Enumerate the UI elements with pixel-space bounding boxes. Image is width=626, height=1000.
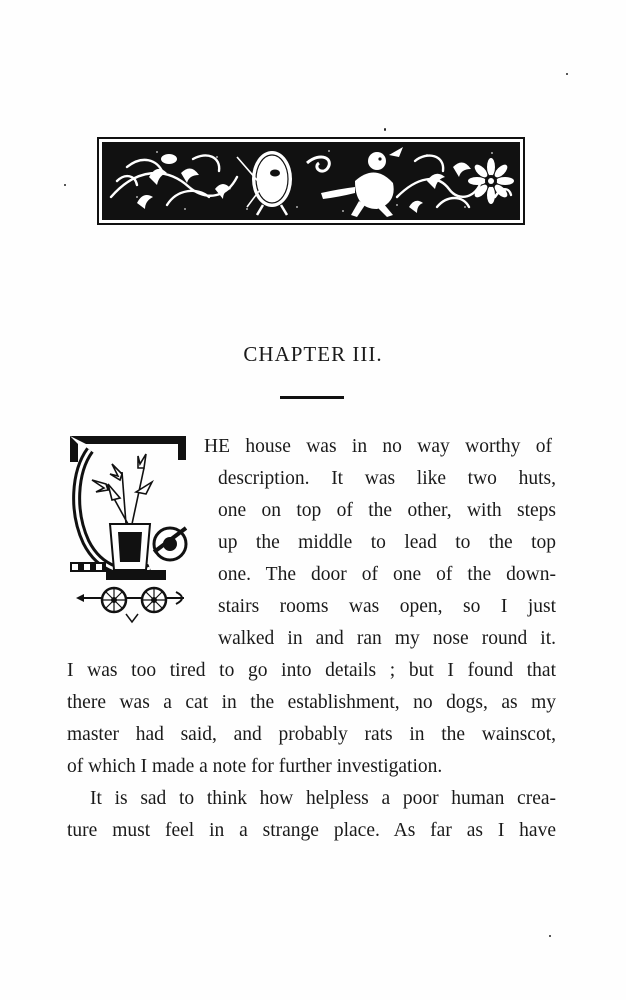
text-line: up the middle to lead to the top: [218, 532, 556, 553]
text-line: It is sad to think how helpless a poor human crea-: [90, 788, 556, 809]
text-line: HE house was in no way worthy of: [204, 436, 552, 457]
ink-speck: [384, 128, 386, 131]
text-line: one. The door of one of the down-: [218, 564, 556, 585]
text-line: I was too tired to go into details ; but I found that: [67, 660, 556, 681]
text-line: there was a cat in the establishment, no dogs, as my: [67, 692, 556, 713]
ornamental-headpiece: [97, 137, 525, 225]
title-rule: [280, 396, 344, 399]
decorated-initial: [66, 432, 202, 624]
chapter-title: CHAPTER III.: [243, 342, 383, 366]
ink-speck: [549, 935, 551, 937]
text-line: walked in and ran my nose round it.: [218, 628, 556, 649]
ink-speck: [64, 184, 66, 186]
text-line: ture must feel in a strange place. As far as I have: [67, 820, 556, 841]
ink-speck: [566, 73, 568, 75]
text-line: of which I made a note for further investigation.: [67, 756, 443, 777]
text-line: one on top of the other, with steps: [218, 500, 556, 521]
text-line: stairs rooms was open, so I just: [218, 596, 556, 617]
text-line: master had said, and probably rats in the wainscot,: [67, 724, 556, 745]
text-line: description. It was like two huts,: [218, 468, 556, 489]
